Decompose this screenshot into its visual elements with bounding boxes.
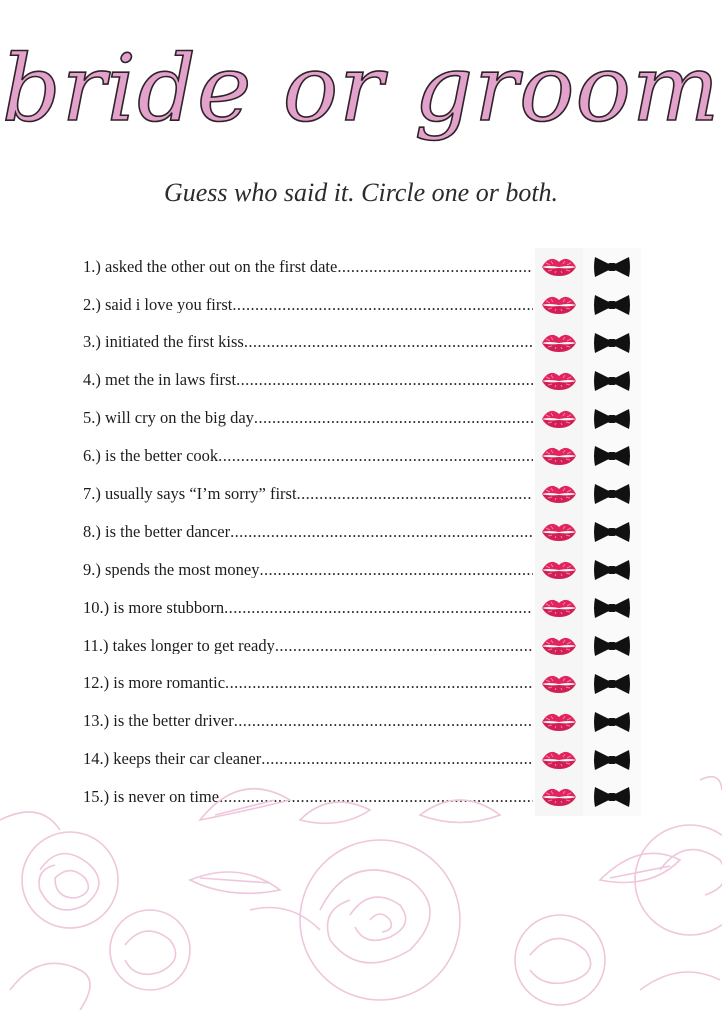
lips-icon[interactable] [535, 665, 583, 703]
question-row [83, 589, 643, 627]
lips-icon[interactable] [535, 324, 583, 362]
lips-svg [540, 597, 578, 619]
lips-icon[interactable] [535, 627, 583, 665]
bow-tie-icon[interactable] [583, 513, 641, 551]
bow-tie-icon[interactable] [583, 703, 641, 741]
lips-svg [540, 711, 578, 733]
question-text: 15.) is never on time ..... [83, 789, 533, 806]
rose-left [0, 812, 190, 1010]
question-row [83, 703, 643, 741]
question-text: 6.) is the better cook ..... [83, 448, 533, 465]
bow-tie-icon[interactable] [583, 362, 641, 400]
bow-tie-icon[interactable] [583, 627, 641, 665]
title-script-art [0, 18, 722, 168]
question-row [83, 248, 643, 286]
bow-svg [593, 369, 631, 393]
bow-tie-icon[interactable] [583, 286, 641, 324]
bow-svg [593, 444, 631, 468]
question-text: 14.) keeps their car cleaner ..... [83, 751, 533, 768]
lips-svg [540, 521, 578, 543]
lips-svg [540, 445, 578, 467]
question-text: 4.) met the in laws first ..... [83, 372, 533, 389]
question-row [83, 627, 643, 665]
lips-icon[interactable] [535, 513, 583, 551]
question-text: 13.) is the better driver ..... [83, 713, 533, 730]
question-text: 11.) takes longer to get ready ..... [83, 638, 533, 655]
bow-tie-icon[interactable] [583, 324, 641, 362]
bow-svg [593, 596, 631, 620]
question-text: 10.) is more stubborn ..... [83, 600, 533, 617]
lips-svg [540, 370, 578, 392]
question-row [83, 437, 643, 475]
lips-icon[interactable] [535, 286, 583, 324]
question-list [83, 248, 643, 816]
question-text: 8.) is the better dancer ..... [83, 524, 533, 541]
question-text: 5.) will cry on the big day ..... [83, 410, 533, 427]
bow-tie-icon[interactable] [583, 400, 641, 438]
rose-floral-decoration [0, 760, 722, 1010]
lips-svg [540, 635, 578, 657]
bow-svg [593, 331, 631, 355]
bow-tie-icon[interactable] [583, 589, 641, 627]
lips-svg [540, 332, 578, 354]
lips-svg [540, 559, 578, 581]
lips-icon[interactable] [535, 400, 583, 438]
title-text: bride or groom [1, 35, 721, 142]
question-row [83, 513, 643, 551]
lips-icon[interactable] [535, 437, 583, 475]
question-text: 7.) usually says “I’m sorry” first ..... [83, 486, 533, 503]
lips-icon[interactable] [535, 248, 583, 286]
question-text: 1.) asked the other out on the first date ..... [83, 259, 533, 276]
question-row [83, 665, 643, 703]
bow-tie-icon[interactable] [583, 475, 641, 513]
lips-icon[interactable] [535, 551, 583, 589]
question-row [83, 551, 643, 589]
bow-svg [593, 293, 631, 317]
bow-svg [593, 482, 631, 506]
bow-svg [593, 407, 631, 431]
question-row [83, 400, 643, 438]
lips-svg [540, 408, 578, 430]
question-row [83, 286, 643, 324]
lips-svg [540, 483, 578, 505]
lips-icon[interactable] [535, 589, 583, 627]
bow-svg [593, 255, 631, 279]
bow-svg [593, 558, 631, 582]
lips-svg [540, 294, 578, 316]
bow-tie-icon[interactable] [583, 551, 641, 589]
bow-svg [593, 520, 631, 544]
subtitle: Guess who said it. Circle one or both. [163, 178, 559, 207]
lips-svg [540, 673, 578, 695]
lips-svg [540, 256, 578, 278]
lips-icon[interactable] [535, 703, 583, 741]
bow-svg [593, 672, 631, 696]
question-row [83, 362, 643, 400]
question-text: 2.) said i love you first ..... [83, 297, 533, 314]
question-row [83, 475, 643, 513]
bow-tie-icon[interactable] [583, 665, 641, 703]
bow-svg [593, 634, 631, 658]
question-text: 3.) initiated the first kiss ..... [83, 334, 533, 351]
bow-tie-icon[interactable] [583, 437, 641, 475]
bow-tie-icon[interactable] [583, 248, 641, 286]
question-row [83, 324, 643, 362]
lips-icon[interactable] [535, 475, 583, 513]
rose-right [515, 777, 722, 1005]
question-text: 9.) spends the most money ..... [83, 562, 533, 579]
bow-svg [593, 710, 631, 734]
lips-icon[interactable] [535, 362, 583, 400]
question-text: 12.) is more romantic ..... [83, 675, 533, 692]
rose-center [300, 800, 500, 1000]
page-title [0, 18, 722, 168]
